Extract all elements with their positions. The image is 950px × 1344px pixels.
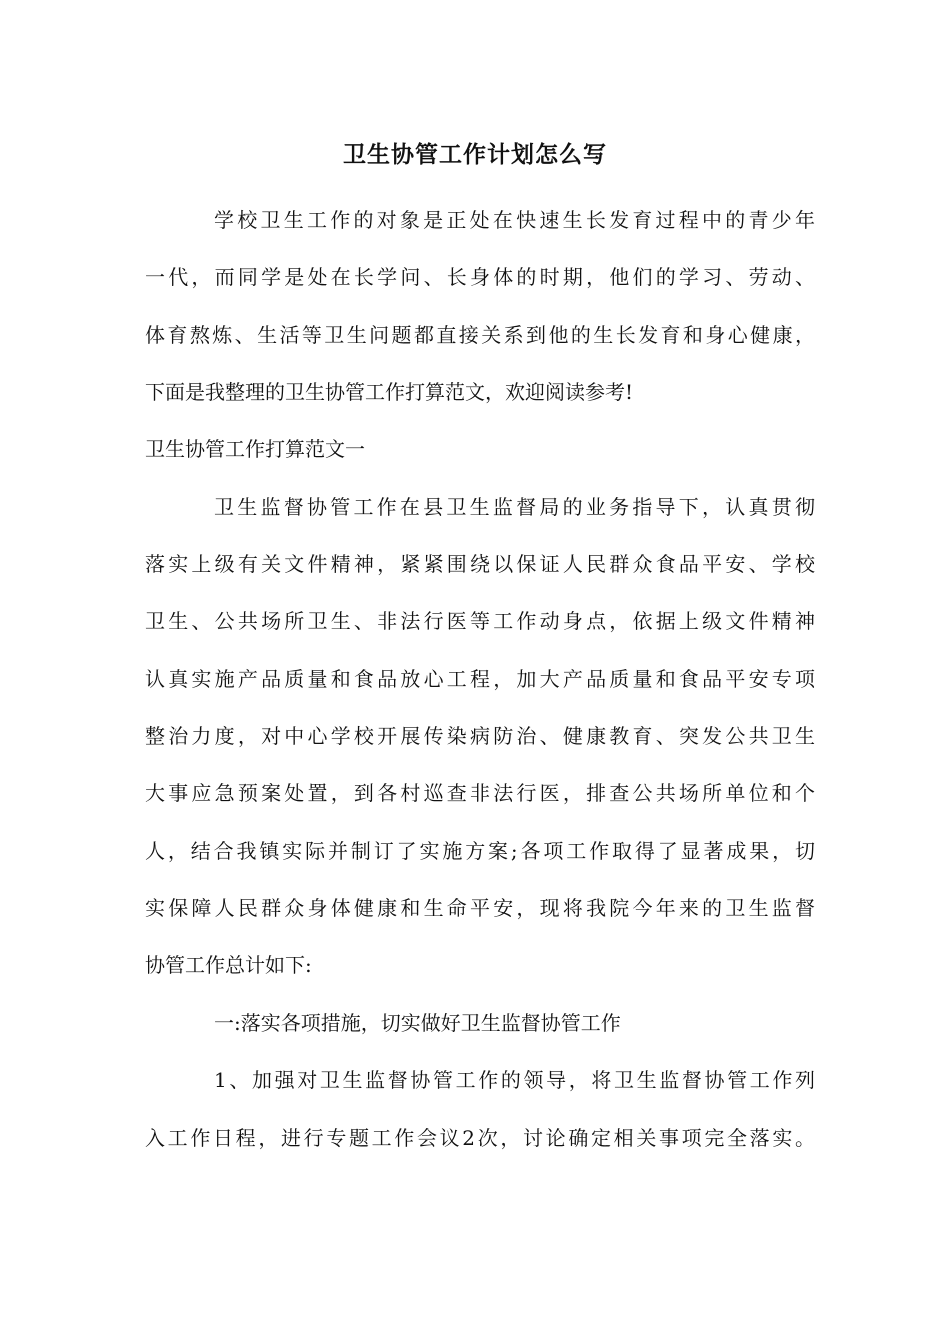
paragraph-line: 一代，而同学是处在长学问、长身体的时期，他们的学习、劳动、	[145, 265, 815, 289]
section-heading: 卫生协管工作打算范文一	[145, 437, 365, 461]
paragraph-line: 卫生、公共场所卫生、非法行医等工作动身点，依据上级文件精神	[145, 609, 815, 633]
paragraph-line: 整治力度，对中心学校开展传染病防治、健康教育、突发公共卫生	[145, 724, 815, 748]
paragraph-line: 体育熬炼、生活等卫生问题都直接关系到他的生长发育和身心健康，	[145, 323, 815, 347]
document-title: 卫生协管工作计划怎么写	[343, 141, 607, 168]
paragraph-line: 协管工作总计如下:	[145, 953, 312, 977]
paragraph-line: 学校卫生工作的对象是正处在快速生长发育过程中的青少年	[214, 208, 815, 232]
paragraph-line: 认真实施产品质量和食品放心工程，加大产品质量和食品平安专项	[145, 667, 815, 691]
paragraph-line: 1、加强对卫生监督协管工作的领导，将卫生监督协管工作列	[214, 1068, 815, 1092]
paragraph-line: 入工作日程，进行专题工作会议2次，讨论确定相关事项完全落实。	[145, 1126, 815, 1150]
paragraph-line: 实保障人民群众身体健康和生命平安，现将我院今年来的卫生监督	[145, 896, 815, 920]
paragraph-line: 下面是我整理的卫生协管工作打算范文，欢迎阅读参考!	[145, 380, 634, 404]
subsection-heading: 一:落实各项措施，切实做好卫生监督协管工作	[214, 1011, 621, 1035]
paragraph-line: 落实上级有关文件精神，紧紧围绕以保证人民群众食品平安、学校	[145, 552, 815, 576]
paragraph-line: 人，结合我镇实际并制订了实施方案;各项工作取得了显著成果，切	[145, 839, 815, 863]
paragraph-line: 大事应急预案处置，到各村巡查非法行医，排查公共场所单位和个	[145, 781, 815, 805]
paragraph-line: 卫生监督协管工作在县卫生监督局的业务指导下，认真贯彻	[214, 495, 815, 519]
